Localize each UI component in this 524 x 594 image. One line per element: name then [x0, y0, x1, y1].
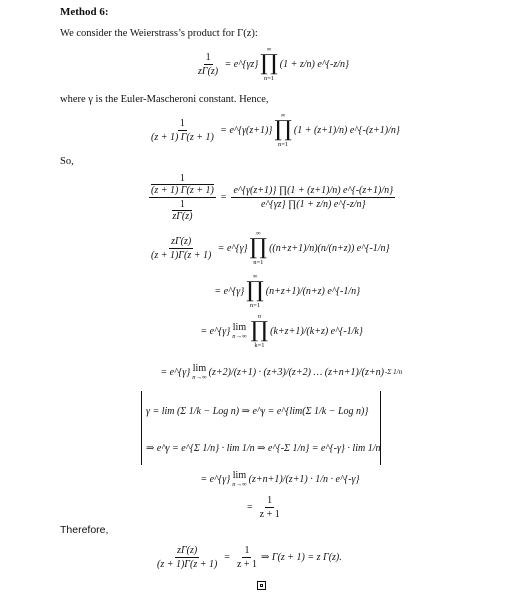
qed-box-icon	[257, 581, 266, 590]
equation-final: $\frac{z\Gamma(z)}{(z + 1)\Gamma(z + 1)}$ = $\frac{1}{z + 1}$ ⇒ Γ(z + 1) = z Γ(z).	[157, 544, 342, 570]
equation-step-4: $\frac{z\Gamma(z)}{(z + 1)\Gamma(z + 1)}$ = e^{γ} ∞ ∏ n=1 ((n+z+1)/n)(n/(n+z)) e^{-1/n}	[151, 230, 390, 266]
equation-step-7: = e^{γ} lim n→∞ (z+2)/(z+1) · (z+3)/(z+2) … (z+n+1)/(z+n) -Σ 1/n	[161, 363, 403, 381]
therefore-text: Therefore,	[60, 524, 109, 536]
product-operator: ∞ ∏ n=1	[260, 46, 278, 82]
so-text: So,	[60, 156, 74, 167]
equation-step-5: = e^{γ} ∞ ∏ n=1 (n+z+1)/(n+z) e^{-1/n}	[215, 273, 361, 309]
equation-weierstrass: $\frac{1}{z\Gamma(z)}$ = e^{γz} ∞ ∏ n=1 (1 + z/n) e^{-z/n}	[198, 46, 350, 82]
equation-ratio: 1 (z + 1) Γ(z + 1) 1 zΓ(z) = $\frac{e\^{}\{\gamma(z+1)\} \prod(1 + (z+1)/n) e\^{}\{-(z+1)/n\}}{e\^{}\{\gamma z\} \prod(1 + z/n) e\^{}\{-z/n\}}$	[151, 172, 394, 222]
equation-step-6: = e^{γ} lim n→∞ n ∏ k=1 (k+z+1)/(k+z) e^{-1/k}	[201, 313, 363, 349]
intro-text: We consider the Weierstrass’s product for Γ(z):	[60, 28, 258, 39]
box-left-border	[141, 391, 142, 465]
where-text: where γ is the Euler-Mascheroni constant. Hence,	[60, 94, 269, 105]
heading-method-6: Method 6:	[60, 6, 109, 18]
equation-shifted-product: $\frac{1}{(z + 1) \Gamma(z + 1)}$ = e^{γ(z+1)} ∞ ∏ n=1 (1 + (z+1)/n) e^{-(z+1)/n}	[151, 112, 400, 148]
boxed-equation-gamma: γ = lim (Σ 1/k − Log n) ⇒ e^γ = e^{lim(Σ 1/k − Log n)}	[146, 405, 369, 417]
equation-step-8: = e^{γ} lim n→∞ (z+n+1)/(z+1) · 1/n · e^{-γ}	[201, 470, 360, 488]
fraction-1-over-zgamma: $\frac{1}{z\Gamma(z)}$	[198, 51, 219, 77]
boxed-equation-exp: ⇒ e^γ = e^{Σ 1/n} · lim 1/n ⇒ e^{-Σ 1/n} = e^{-γ} · lim 1/n	[146, 442, 381, 454]
equation-step-9: = $\frac{1}{z + 1}$	[247, 494, 280, 520]
